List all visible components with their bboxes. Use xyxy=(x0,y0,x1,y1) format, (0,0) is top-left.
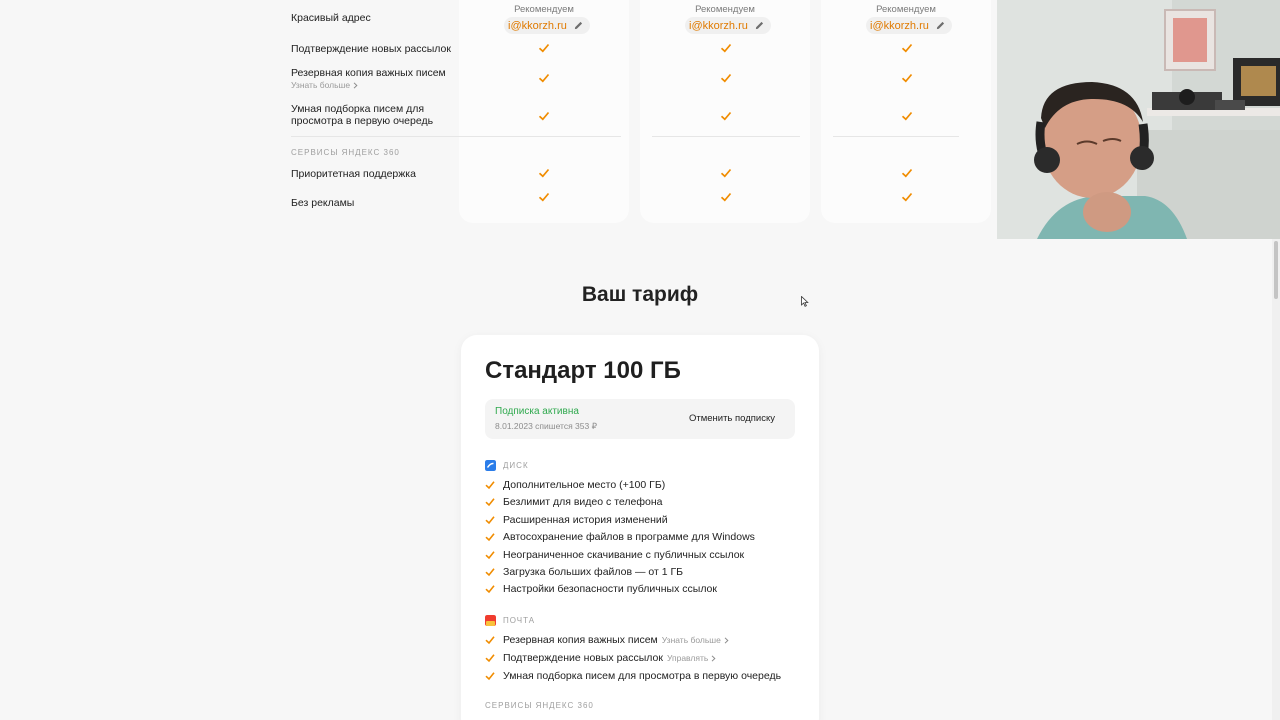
checkmark-icon xyxy=(485,584,495,594)
mail-feature-text: Резервная копия важных писем xyxy=(503,634,658,646)
checkmark-icon xyxy=(485,497,495,507)
disk-feature-item xyxy=(485,496,662,508)
feature-confirm-mailings-label: Подтверждение новых рассылок xyxy=(291,43,451,55)
feature-smart-selection-label xyxy=(291,103,433,127)
divider xyxy=(833,136,959,137)
disk-feature-item xyxy=(485,549,744,561)
disk-feature-item xyxy=(485,479,665,491)
feature-priority-support-label: Приоритетная поддержка xyxy=(291,168,416,180)
plan-name: Стандарт 100 ГБ xyxy=(485,357,681,384)
address-value: i@kkorzh.ru xyxy=(870,19,929,32)
mail-icon xyxy=(485,615,496,626)
address-value: i@kkorzh.ru xyxy=(689,19,748,32)
chevron-right-icon xyxy=(724,637,729,644)
checkmark-icon xyxy=(720,191,732,203)
disk-feature-text: Автосохранение файлов в программе для Windows xyxy=(503,531,755,544)
checkmark-icon xyxy=(538,167,550,179)
disk-feature-item xyxy=(485,566,683,578)
feature-smart-line-2: просмотра в первую очередь xyxy=(291,115,434,127)
checkmark-icon xyxy=(901,72,913,84)
current-plan-card xyxy=(461,335,819,720)
recommended-label: Рекомендуем xyxy=(695,4,755,15)
webcam-frame xyxy=(997,0,1280,239)
mail-feature-item xyxy=(485,652,716,664)
mail-feature-text: Умная подборка писем для просмотра в первую очередь xyxy=(503,670,782,682)
address-field[interactable] xyxy=(504,17,590,34)
checkmark-icon xyxy=(485,515,495,525)
disk-feature-text: Дополнительное место (+100 ГБ) xyxy=(503,479,666,491)
your-plan-title: Ваш тариф xyxy=(581,283,699,306)
pencil-icon[interactable] xyxy=(573,20,584,31)
disk-feature-text: Неограниченное скачивание с публичных ссылок xyxy=(503,548,745,561)
mouse-cursor-icon xyxy=(801,296,809,307)
checkmark-icon xyxy=(901,110,913,122)
checkmark-icon xyxy=(720,167,732,179)
checkmark-icon xyxy=(538,110,550,122)
pencil-icon[interactable] xyxy=(935,20,946,31)
checkmark-icon xyxy=(538,42,550,54)
disk-feature-item xyxy=(485,514,668,526)
scrollbar-track[interactable] xyxy=(1272,239,1280,720)
divider xyxy=(291,136,621,137)
divider xyxy=(652,136,800,137)
feature-no-ads-label: Без рекламы xyxy=(291,197,355,209)
checkmark-icon xyxy=(720,72,732,84)
pencil-icon[interactable] xyxy=(754,20,765,31)
checkmark-icon xyxy=(901,191,913,203)
learn-more-link[interactable] xyxy=(662,635,729,645)
services-heading: СЕРВИСЫ ЯНДЕКС 360 xyxy=(291,148,400,157)
feature-backup-label: Резервная копия важных писем xyxy=(291,67,446,79)
disk-feature-text: Настройки безопасности публичных ссылок xyxy=(503,583,717,596)
mail-group-label: ПОЧТА xyxy=(503,616,536,625)
disk-feature-item xyxy=(485,583,717,595)
manage-link[interactable] xyxy=(667,653,716,663)
learn-more-link[interactable] xyxy=(291,80,358,90)
checkmark-icon xyxy=(538,191,550,203)
services-group-label: СЕРВИСЫ ЯНДЕКС 360 xyxy=(485,701,594,710)
subscription-status xyxy=(485,399,795,439)
disk-feature-text: Безлимит для видео с телефона xyxy=(503,496,663,509)
recommended-label: Рекомендуем xyxy=(876,4,936,15)
checkmark-icon xyxy=(485,567,495,577)
mail-feature-item xyxy=(485,634,729,646)
webcam-video xyxy=(997,0,1280,239)
cancel-subscription-button[interactable]: Отменить подписку xyxy=(681,408,783,430)
mail-feature-item xyxy=(485,670,781,682)
checkmark-icon xyxy=(485,532,495,542)
address-field[interactable] xyxy=(866,17,952,34)
disk-icon xyxy=(485,460,496,471)
disk-group-header xyxy=(485,460,529,471)
checkmark-icon xyxy=(720,42,732,54)
checkmark-icon xyxy=(901,42,913,54)
checkmark-icon xyxy=(901,167,913,179)
checkmark-icon xyxy=(720,110,732,122)
address-field[interactable] xyxy=(685,17,771,34)
disk-feature-text: Загрузка больших файлов — от 1 ГБ xyxy=(503,566,684,578)
disk-feature-item xyxy=(485,531,755,543)
checkmark-icon xyxy=(485,653,495,663)
feature-address-label: Красивый адрес xyxy=(291,12,371,24)
chevron-right-icon xyxy=(711,655,716,662)
recommended-label: Рекомендуем xyxy=(514,4,574,15)
learn-more-text: Узнать больше xyxy=(661,635,721,645)
feature-smart-line-1: Умная подборка писем для xyxy=(291,103,425,115)
learn-more-text: Узнать больше xyxy=(291,80,351,90)
disk-group-label: ДИСК xyxy=(503,461,529,470)
manage-link-text: Управлять xyxy=(666,653,709,663)
services-group-header xyxy=(485,701,594,710)
checkmark-icon xyxy=(485,671,495,681)
disk-feature-text: Расширенная история изменений xyxy=(503,513,668,526)
chevron-right-icon xyxy=(353,82,358,89)
checkmark-icon xyxy=(485,550,495,560)
checkmark-icon xyxy=(485,635,495,645)
mail-feature-text: Подтверждение новых рассылок xyxy=(503,652,663,664)
next-charge-note: 8.01.2023 спишется 353 ₽ xyxy=(495,421,598,431)
address-value: i@kkorzh.ru xyxy=(508,19,567,32)
checkmark-icon xyxy=(538,72,550,84)
checkmark-icon xyxy=(485,480,495,490)
mail-group-header xyxy=(485,615,535,626)
status-active-text: Подписка активна xyxy=(495,406,579,417)
